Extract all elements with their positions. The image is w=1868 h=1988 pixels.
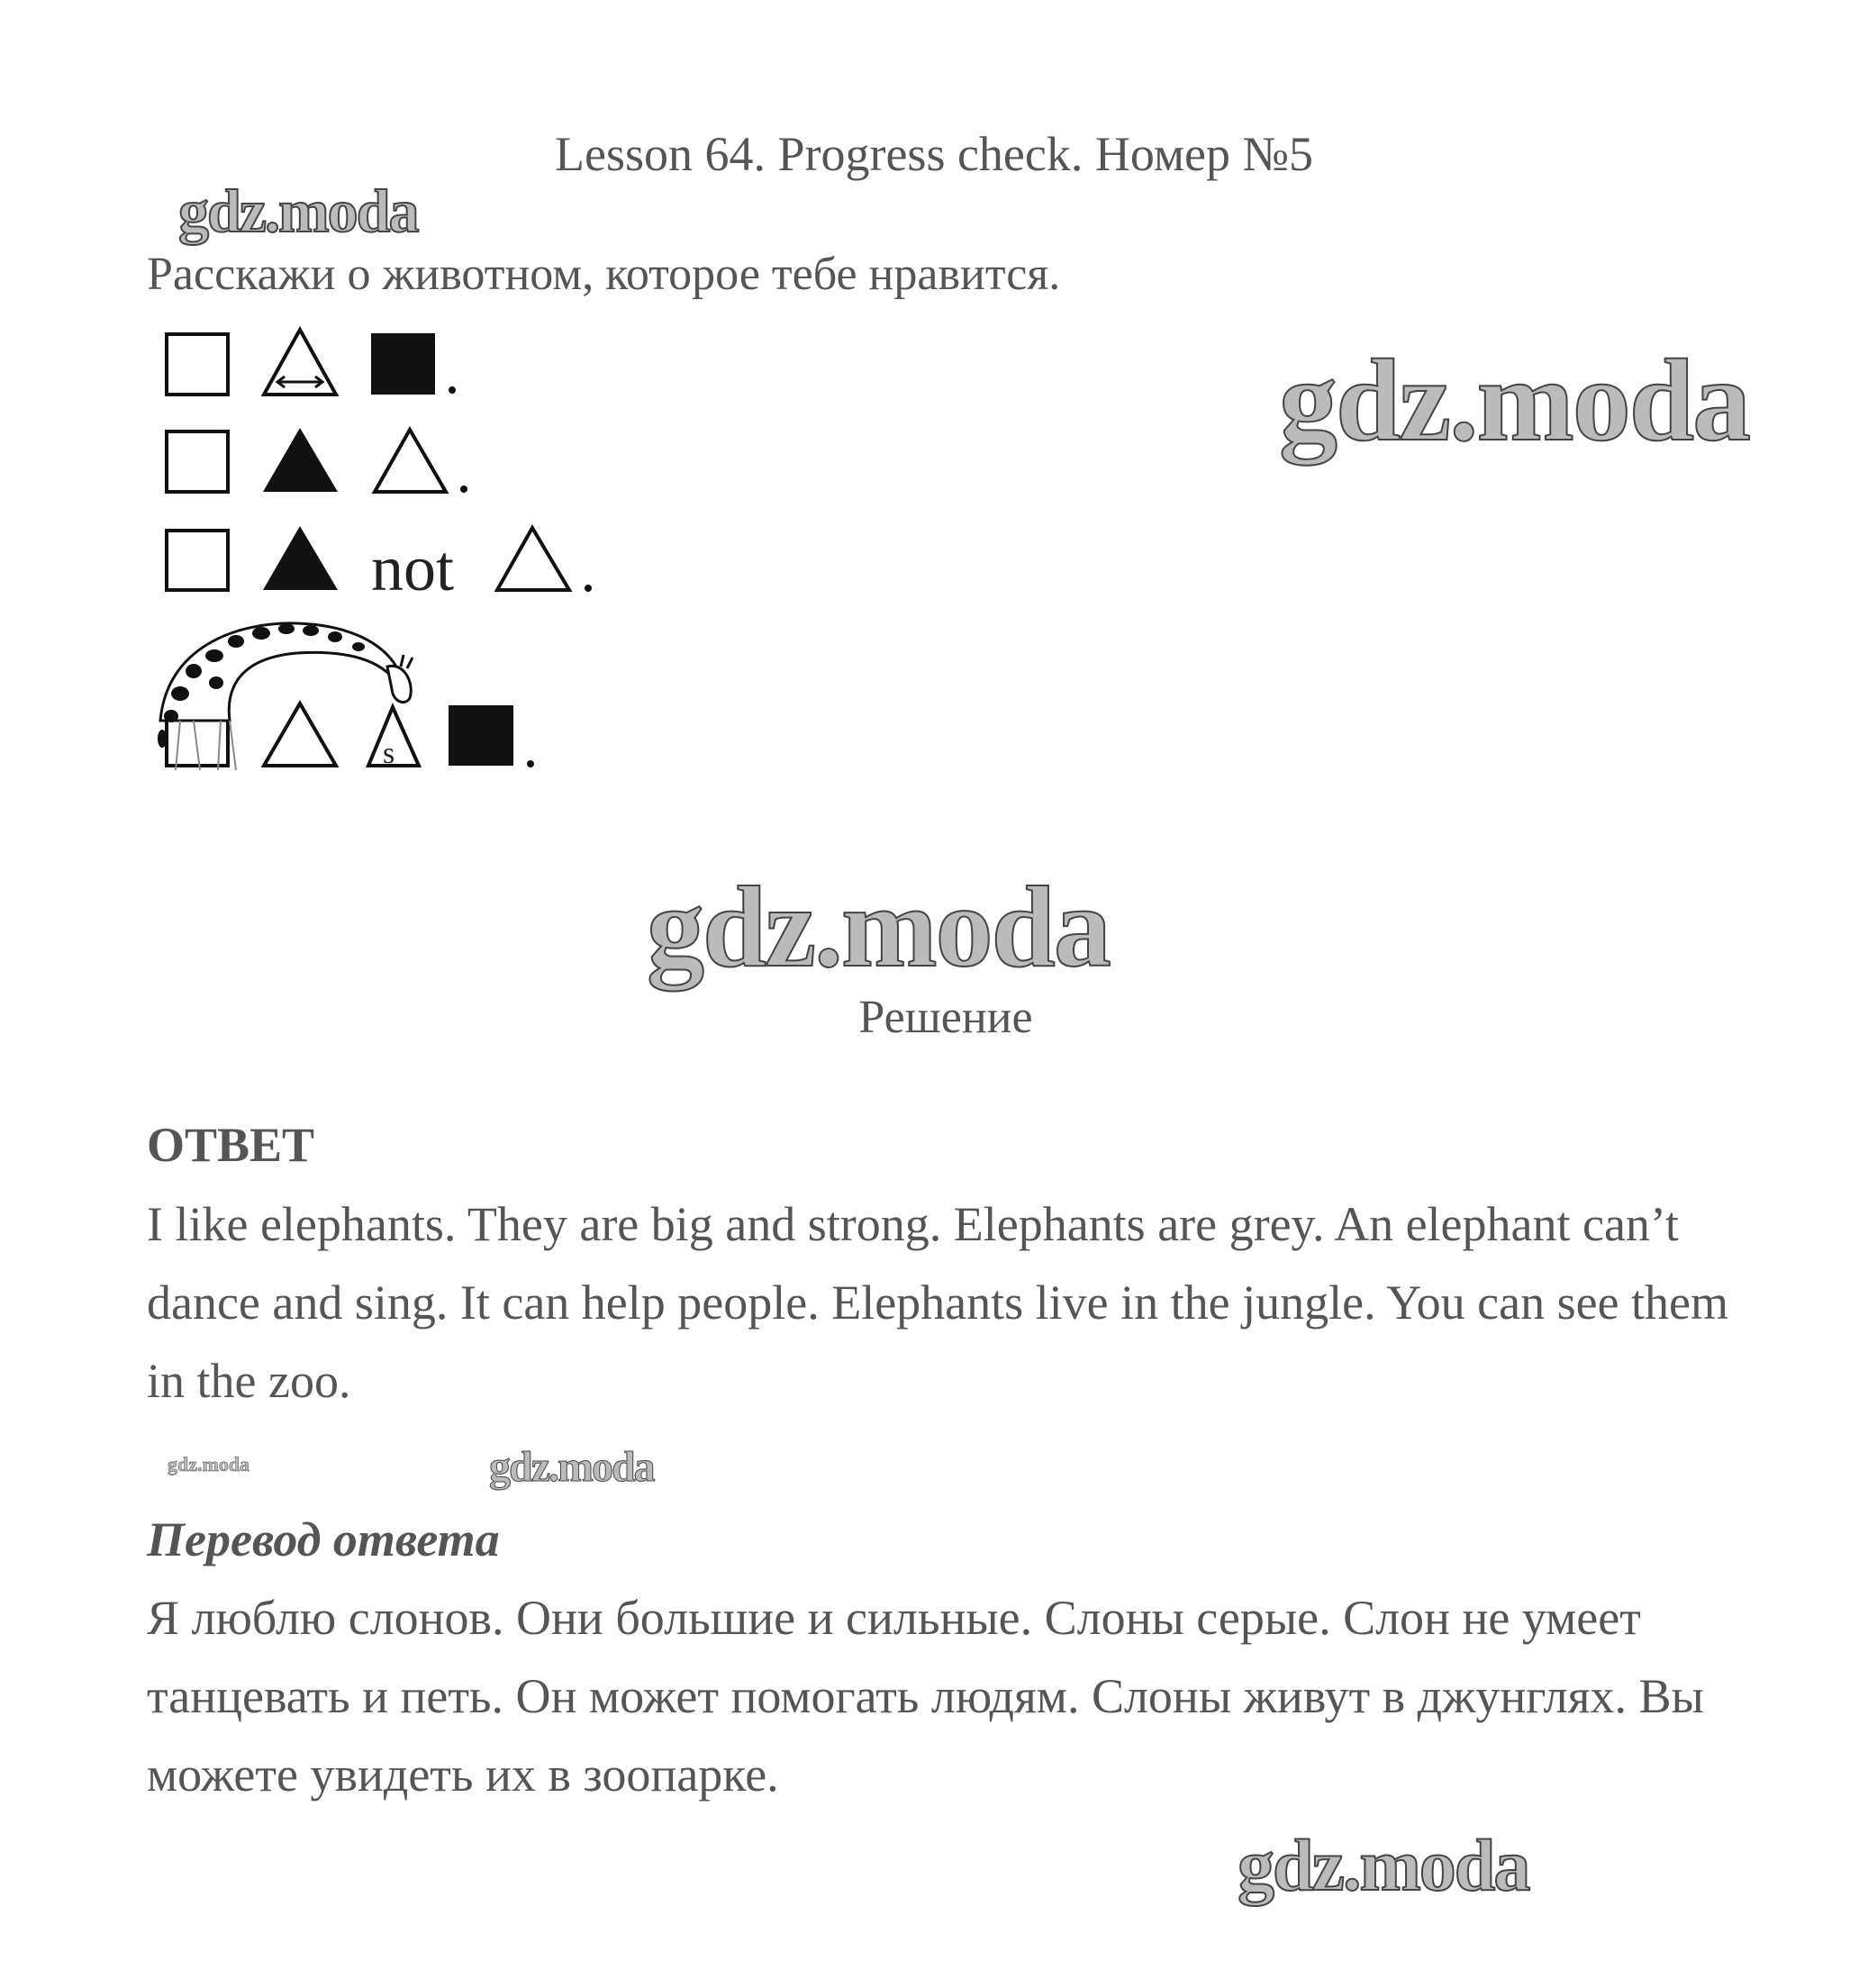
triangle-outline-icon [264, 704, 336, 766]
square-filled-icon [449, 705, 513, 766]
square-filled-icon [371, 333, 435, 395]
watermark: gdz.moda [1238, 1824, 1529, 1906]
period [527, 760, 534, 767]
watermark: gdz.moda [647, 863, 1110, 991]
translation-text: Я люблю слонов. Они большие и сильные. Слоны серые. Слон не умеет танцевать и петь. Он может помогать людям. Слоны живут в джунглях. Вы можете увидеть их в зоопарке. [147, 1591, 1704, 1802]
answer-heading: ОТВЕТ [147, 1118, 315, 1172]
watermark: gdz.moda [1279, 336, 1750, 466]
letter-s: s [383, 737, 395, 770]
square-outline-icon [167, 334, 228, 395]
triangle-outline-icon [497, 528, 569, 590]
triangle-filled-icon [263, 526, 338, 590]
double-arrow-icon [277, 377, 322, 387]
period [585, 585, 592, 592]
triangle-outline-icon [375, 430, 446, 492]
watermark: gdz.moda [168, 1453, 250, 1475]
period [460, 486, 467, 493]
task-instruction: Расскажи о животном, которое тебе нравится. [147, 249, 1061, 300]
word-not: not [371, 532, 455, 604]
square-outline-icon [167, 531, 228, 590]
answer-text: I like elephants. They are big and strong. Elephants are grey. An elephant can’t dance and sing. It can help people. Elephants live in the jungle. You can see them in the zoo. [147, 1197, 1729, 1408]
triangle-arrows-icon [264, 330, 336, 395]
watermark: gdz.moda [178, 177, 418, 245]
period [449, 386, 456, 394]
triangle-filled-icon [263, 428, 338, 492]
watermark: gdz.moda [489, 1443, 654, 1491]
solution-label: Решение [858, 992, 1033, 1043]
translation-heading: Перевод ответа [147, 1512, 500, 1566]
page-title: Lesson 64. Progress check. Номер №5 [554, 127, 1313, 181]
square-outline-icon [167, 431, 228, 492]
